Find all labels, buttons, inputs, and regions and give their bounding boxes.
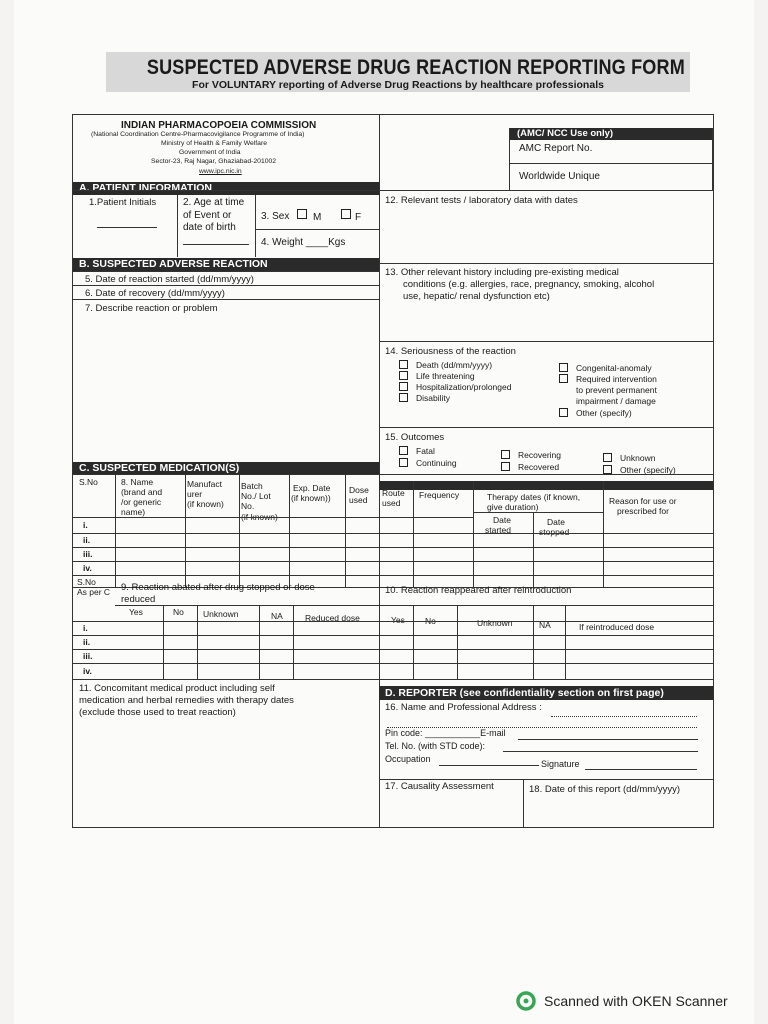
occupation-label: Occupation	[385, 754, 431, 764]
q14-required-line2: to prevent permanent	[576, 385, 657, 395]
q14-disability[interactable]: Disability	[399, 393, 450, 403]
form-title-banner	[106, 52, 690, 92]
amc-report-no: AMC Report No.	[519, 143, 593, 154]
med-row-1: i.	[83, 520, 88, 530]
org-name: INDIAN PHARMACOPOEIA COMMISSION	[121, 120, 317, 131]
section-d-header: D. REPORTER (see confidentiality section on first page)	[379, 686, 713, 700]
col-batch-1: Batch	[241, 481, 263, 491]
q9-row-4: iv.	[83, 666, 92, 676]
age-label-3: date of birth	[183, 222, 236, 233]
q10-title: 10. Reaction reappeared after reintroduction	[385, 585, 572, 596]
oken-logo-icon	[516, 991, 536, 1011]
q9-row-2: ii.	[83, 637, 91, 647]
q10-na: NA	[539, 620, 551, 630]
col-therapy-1: Therapy dates (if known,	[487, 492, 581, 502]
q14-other[interactable]: Other (specify)	[559, 408, 632, 418]
q15-recovering[interactable]: Recovering	[501, 450, 561, 460]
email-field[interactable]	[518, 739, 698, 740]
q14-congenital-checkbox[interactable]	[559, 363, 568, 372]
q10-no: No	[425, 616, 436, 626]
q18-label: 18. Date of this report (dd/mm/yyyy)	[529, 784, 680, 795]
col-name-4: name)	[121, 507, 146, 517]
q15-fatal-checkbox[interactable]	[399, 446, 408, 455]
q11-line2: medication and herbal remedies with therapy dates	[79, 695, 294, 706]
pin-email-label: Pin code: ___________E-mail	[385, 728, 506, 738]
q15-other-checkbox[interactable]	[603, 465, 612, 474]
scanner-watermark	[516, 990, 728, 1012]
patient-initials-label: 1.Patient Initials	[89, 197, 157, 208]
q9-row-3: iii.	[83, 651, 93, 661]
col-dose-1: Dose	[349, 485, 369, 495]
col-manu-2: urer	[187, 489, 203, 499]
q9-title-1: 9. Reaction abated after drug stopped or dose	[121, 582, 315, 593]
adr-form	[72, 114, 714, 828]
section-b-header: B. SUSPECTED ADVERSE REACTION	[73, 258, 379, 271]
q15-recovered[interactable]: Recovered	[501, 462, 559, 472]
section-c-header: C. SUSPECTED MEDICATION(S)	[73, 462, 379, 475]
scanner-text: Scanned with OKEN Scanner	[544, 993, 728, 1009]
q15-other[interactable]: Other (specify)	[603, 465, 676, 475]
amc-header: (AMC/ NCC Use only)	[509, 128, 713, 140]
org-line1: (National Coordination Centre-Pharmacovigilance Programme of India)	[91, 131, 305, 138]
q11-line1: 11. Concomitant medical product including self	[79, 683, 275, 694]
q9-sno-1: S.No	[77, 577, 96, 587]
q9-unknown: Unknown	[203, 609, 239, 619]
col-route-2: used	[382, 498, 401, 508]
patient-initials-field[interactable]	[97, 227, 157, 228]
q14-hosp[interactable]: Hospitalization/prolonged	[399, 382, 511, 392]
q5-label: 5. Date of reaction started (dd/mm/yyyy)	[85, 274, 254, 285]
q13-line1: 13. Other relevant history including pre-existing medical	[385, 267, 619, 278]
col-stopped-2: stopped	[539, 527, 570, 537]
med-row-3: iii.	[83, 549, 93, 559]
age-label-2: of Event or	[183, 210, 232, 221]
col-stopped-1: Date	[547, 517, 565, 527]
tel-label: Tel. No. (with STD code):	[385, 741, 486, 751]
col-batch-4: (if known)	[241, 512, 278, 522]
q9-row-1: i.	[83, 623, 88, 633]
signature-field[interactable]	[585, 769, 697, 770]
q13-line2: conditions (e.g. allergies, race, pregnancy, smoking, alcohol	[403, 279, 655, 290]
q15-unknown[interactable]: Unknown	[603, 453, 655, 463]
col-sno: S.No	[79, 477, 98, 487]
q15-fatal[interactable]: Fatal	[399, 446, 435, 456]
section-a-header: A. PATIENT INFORMATION	[73, 182, 379, 195]
form-title: SUSPECTED ADVERSE DRUG REACTION REPORTING FORM	[146, 56, 685, 79]
amc-worldwide-unique: Worldwide Unique	[519, 171, 600, 182]
col-therapy-2: give duration)	[487, 502, 539, 512]
sex-male-checkbox[interactable]	[297, 209, 307, 219]
col-exp-1: Exp. Date	[293, 483, 331, 493]
med-row-4: iv.	[83, 563, 92, 573]
q14-congenital[interactable]: Congenital-anomaly	[559, 363, 652, 373]
q14-death[interactable]: Death (dd/mm/yyyy)	[399, 360, 492, 370]
q15-recovering-checkbox[interactable]	[501, 450, 510, 459]
q15-continuing-checkbox[interactable]	[399, 458, 408, 467]
col-frequency: Frequency	[419, 490, 460, 500]
q14-disability-checkbox[interactable]	[399, 393, 408, 402]
q6-label: 6. Date of recovery (dd/mm/yyyy)	[85, 288, 225, 299]
q10-unknown: Unknown	[477, 618, 513, 628]
q9-na: NA	[271, 611, 283, 621]
sex-label: 3. Sex	[261, 211, 290, 222]
col-manu-3: (if known)	[187, 499, 224, 509]
occupation-field[interactable]	[439, 765, 539, 766]
q10-yes: Yes	[391, 615, 405, 625]
age-label-1: 2. Age at time	[183, 197, 245, 208]
q7-label: 7. Describe reaction or problem	[85, 303, 218, 314]
org-line2: Ministry of Health & Family Welfare	[161, 140, 268, 147]
q14-required-checkbox[interactable]	[559, 374, 568, 383]
org-website[interactable]: www.ipc.nic.in	[199, 168, 242, 175]
q14-required-line3: impairment / damage	[576, 396, 656, 406]
form-subtitle: For VOLUNTARY reporting of Adverse Drug Reactions by healthcare professionals	[192, 79, 604, 91]
q15-unknown-checkbox[interactable]	[603, 453, 612, 462]
col-route-1: Route	[382, 488, 405, 498]
q9-no: No	[173, 607, 184, 617]
q14-death-checkbox[interactable]	[399, 360, 408, 369]
q15-recovered-checkbox[interactable]	[501, 462, 510, 471]
q9-title-2: reduced	[121, 594, 156, 605]
weight-label: 4. Weight ____Kgs	[261, 237, 346, 248]
col-name-1: 8. Name	[121, 477, 154, 487]
org-line3: Government of India	[179, 149, 241, 156]
signature-label: Signature	[541, 759, 580, 769]
sex-female-checkbox[interactable]	[341, 209, 351, 219]
q15-continuing[interactable]: Continuing	[399, 458, 457, 468]
tel-field[interactable]	[503, 751, 698, 752]
q9-yes: Yes	[129, 607, 143, 617]
q14-life[interactable]: Life threatening	[399, 371, 475, 381]
col-batch-3: No.	[241, 501, 255, 511]
col-reason-1: Reason for use or	[609, 496, 677, 506]
q14-life-checkbox[interactable]	[399, 371, 408, 380]
col-dose-2: used	[349, 495, 368, 505]
col-manu-1: Manufact	[187, 479, 222, 489]
q13-line3: use, hepatic/ renal dysfunction etc)	[403, 291, 550, 302]
sex-male-label: M	[313, 212, 322, 223]
q9-reduced: Reduced dose	[305, 613, 360, 623]
med-row-2: ii.	[83, 535, 91, 545]
q14-required[interactable]: Required intervention	[559, 374, 657, 384]
q14-other-checkbox[interactable]	[559, 408, 568, 417]
col-name-3: /or generic	[121, 497, 162, 507]
q16-label: 16. Name and Professional Address :	[385, 702, 542, 713]
col-started-2: started	[485, 525, 511, 535]
col-name-2: (brand and	[121, 487, 163, 497]
col-exp-2: (if known))	[291, 493, 331, 503]
age-field[interactable]	[183, 244, 249, 245]
q12-label: 12. Relevant tests / laboratory data with dates	[385, 195, 578, 206]
col-batch-2: No./ Lot	[241, 491, 271, 501]
col-started-1: Date	[493, 515, 511, 525]
col-reason-2: prescribed for	[617, 506, 669, 516]
q15-label: 15. Outcomes	[385, 432, 445, 443]
org-line4: Sector-23, Raj Nagar, Ghaziabad-201002	[151, 158, 277, 165]
section-c-bar	[379, 481, 713, 490]
q9-sno-2: As per C	[77, 587, 111, 597]
q10-reintro: If reintroduced dose	[579, 622, 655, 632]
q14-label: 14. Seriousness of the reaction	[385, 346, 516, 357]
q17-label: 17. Causality Assessment	[385, 781, 494, 792]
q11-line3: (exclude those used to treat reaction)	[79, 707, 236, 718]
q14-hosp-checkbox[interactable]	[399, 382, 408, 391]
sex-female-label: F	[355, 212, 362, 223]
